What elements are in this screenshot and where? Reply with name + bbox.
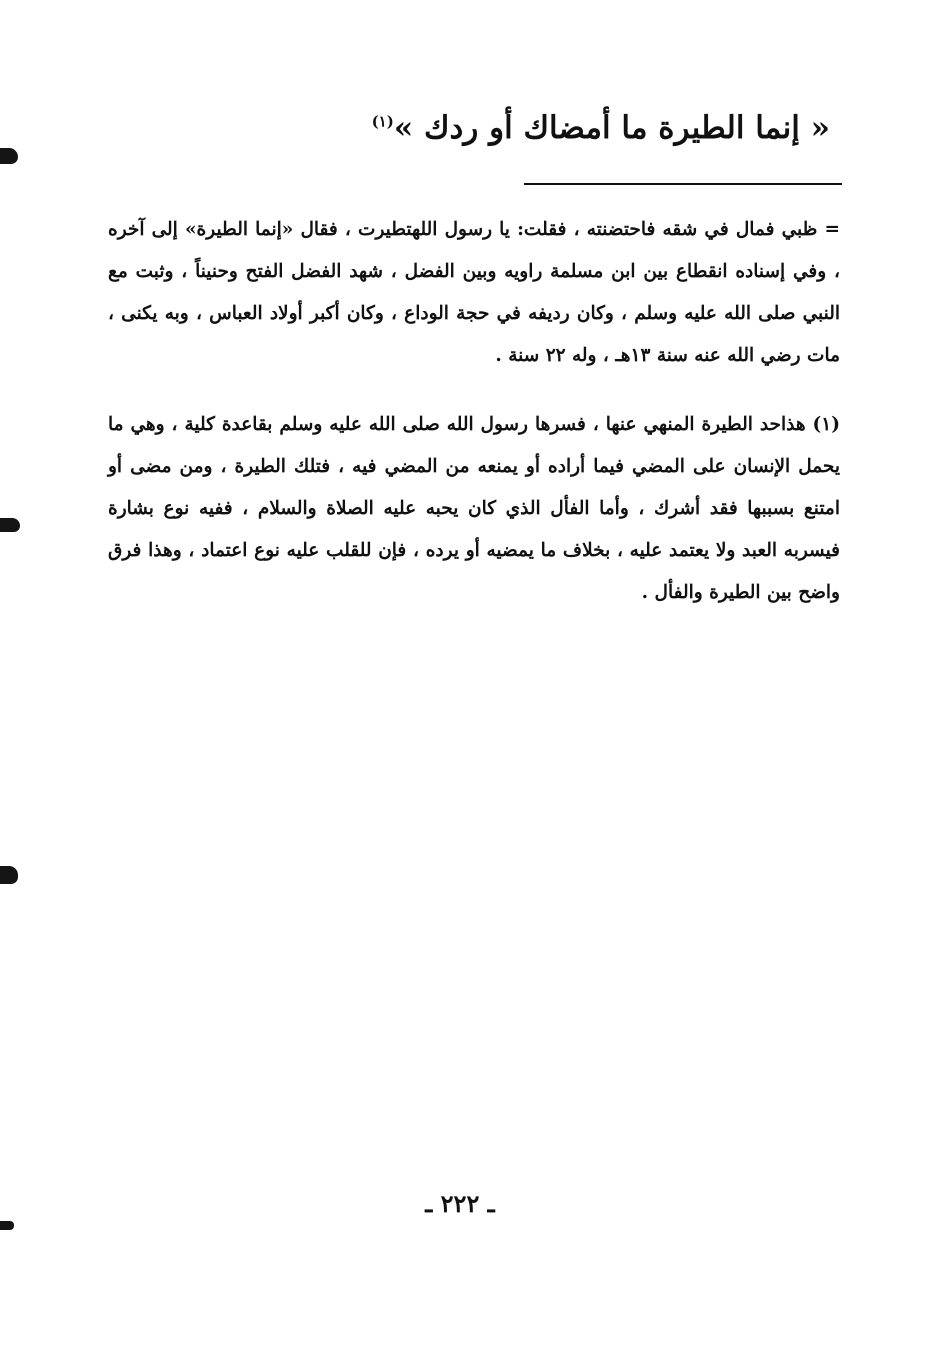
footnote-continuation-paragraph: = ظبي فمال في شقه فاحتضنته ، فقلت: يا رسول اللهتطيرت ، فقال «إنما الطيرة» إلى آخره ، وفي إسناده انقطاع بين ابن مسلمة راويه وبين الفضل ، شهد الفضل الفتح وحنيناً ، وثبت مع النبي صلى الله عليه وسلم ، وكان رديفه في حجة الوداع ، وكان أكبر أولاد العباس ، وبه يكنى ، مات رضي الله عنه سنة ١٣هـ ، وله ٢٢ سنة .: [108, 219, 840, 366]
footnote-separator-rule: [524, 183, 842, 185]
page-number: ـ ٢٢٢ ـ: [425, 1189, 495, 1218]
footnote-marker: (١): [371, 112, 394, 131]
binding-edge-mark: [0, 148, 18, 164]
binding-edge-mark: [0, 518, 20, 532]
footnote-1-paragraph: (١) هذاحد الطيرة المنهي عنها ، فسرها رسول الله صلى الله عليه وسلم بقاعدة كلية ، وهي ما يحمل الإنسان على المضي فيما أراده أو يمنعه من المضي فيه ، فتلك الطيرة ، ومن مضى أو امتنع بسببها فقد أشرك ، وأما الفأل الذي كان يحبه عليه الصلاة والسلام ، ففيه نوع بشارة فيسربه العبد ولا يعتمد عليه ، بخلاف ما يمضيه أو يرده ، فإن للقلب عليه نوع اعتماد ، وهذا فرق واضح بين الطيرة والفأل .: [108, 414, 840, 603]
section-heading: [270, 100, 830, 156]
section-heading-text: « إنما الطيرة ما أمضاك أو ردك »: [393, 110, 830, 146]
binding-edge-mark: [0, 1221, 14, 1230]
binding-edge-mark: [0, 866, 18, 884]
